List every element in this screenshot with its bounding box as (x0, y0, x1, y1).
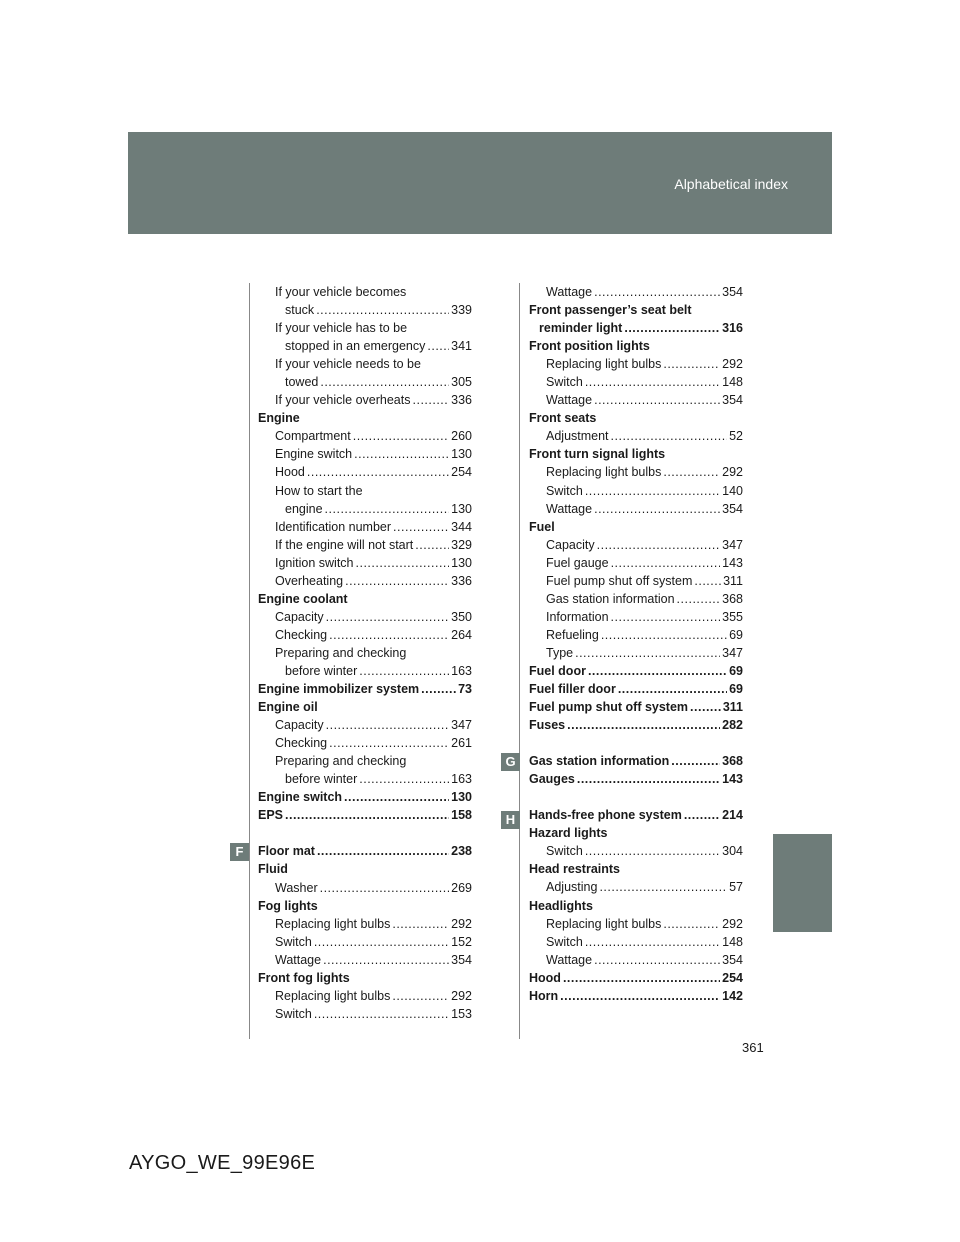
index-entry (258, 283, 472, 301)
index-entry (258, 463, 472, 481)
index-heading (529, 716, 743, 734)
leader-dots (413, 391, 450, 409)
index-page-number: 238 (451, 844, 472, 859)
index-heading (529, 337, 743, 355)
index-term: Capacity (546, 537, 595, 552)
index-term: Type (546, 645, 574, 660)
leader-dots (611, 608, 721, 626)
index-page-number: 163 (451, 772, 472, 787)
index-term: Identification number (275, 519, 392, 534)
index-term: Adjusting (546, 880, 598, 895)
index-entry (258, 482, 472, 500)
leader-dots (359, 770, 449, 788)
leader-dots (577, 770, 720, 788)
index-heading (529, 824, 743, 842)
leader-dots (359, 662, 449, 680)
index-entry (529, 319, 743, 337)
index-term: Horn (529, 988, 559, 1003)
leader-dots (694, 572, 721, 590)
index-term: Fuel pump shut off system (529, 700, 689, 715)
index-page-number: 354 (722, 285, 743, 299)
index-term: Engine switch (258, 790, 343, 805)
leader-dots (663, 915, 720, 933)
index-page-number: 214 (722, 808, 743, 823)
section-side-tab (773, 834, 832, 932)
leader-dots (594, 283, 720, 301)
document-code: AYGO_WE_99E96E (129, 1152, 316, 1174)
index-entry (258, 301, 472, 319)
index-term: Overheating (275, 573, 344, 588)
index-page-number: 143 (722, 772, 743, 787)
index-page-number: 130 (451, 555, 472, 570)
index-page-number: 130 (451, 790, 472, 805)
index-term: Checking (275, 627, 328, 642)
index-page-number: 339 (451, 303, 472, 318)
leader-dots (354, 445, 449, 463)
index-entry (529, 283, 743, 301)
leader-dots (320, 879, 450, 897)
index-term: Adjustment (546, 429, 609, 444)
index-term: Washer (275, 880, 318, 895)
index-page-number: 292 (722, 357, 743, 372)
index-page-number: 355 (722, 609, 743, 624)
index-heading (529, 301, 743, 319)
index-page-number: 368 (722, 754, 743, 769)
leader-dots (684, 806, 720, 824)
leader-dots (317, 842, 449, 860)
index-entry (258, 391, 472, 409)
index-page-number: 148 (722, 375, 743, 390)
index-entry (258, 608, 472, 626)
leader-dots (575, 644, 720, 662)
index-page-number: 52 (729, 429, 743, 444)
index-heading (258, 806, 472, 824)
index-term: Fuel gauge (546, 555, 609, 570)
index-page-number: 304 (722, 844, 743, 859)
index-term: Switch (546, 844, 583, 859)
leader-dots (601, 626, 727, 644)
index-term: Replacing light bulbs (546, 465, 662, 480)
index-heading (258, 897, 472, 915)
leader-dots (663, 463, 720, 481)
index-page-number: 305 (451, 375, 472, 390)
index-term: Switch (546, 934, 583, 949)
index-term: Fuses (529, 718, 566, 733)
index-term: Engine coolant (258, 591, 348, 606)
index-page-number: 354 (451, 952, 472, 967)
index-term: If the engine will not start (275, 537, 414, 552)
leader-dots (690, 698, 721, 716)
index-entry (258, 752, 472, 770)
leader-dots (392, 987, 449, 1005)
index-heading (258, 842, 472, 860)
index-entry (258, 445, 472, 463)
index-entry (529, 915, 743, 933)
index-term: Replacing light bulbs (546, 916, 662, 931)
index-page-number: 347 (722, 537, 743, 552)
index-page-number: 153 (451, 1006, 472, 1021)
index-term: Hood (529, 970, 561, 985)
index-entry (529, 626, 743, 644)
index-term: Engine immobilizer system (258, 682, 420, 697)
letter-marker-g: G (501, 753, 520, 771)
page-number: 361 (742, 1040, 764, 1055)
index-page-number: 354 (722, 501, 743, 516)
index-column-right (529, 283, 743, 1005)
index-term: Replacing light bulbs (275, 916, 391, 931)
index-term: Replacing light bulbs (275, 988, 391, 1003)
index-entry (529, 463, 743, 481)
index-term: Checking (275, 736, 328, 751)
index-term: Wattage (546, 393, 593, 408)
index-entry (258, 355, 472, 373)
index-page-number: 350 (451, 609, 472, 624)
index-term: Wattage (546, 501, 593, 516)
index-term: How to start the (275, 483, 363, 498)
index-page-number: 329 (451, 537, 472, 552)
index-term: Engine oil (258, 700, 318, 715)
index-term: Front fog lights (258, 970, 350, 985)
index-entry (529, 536, 743, 554)
index-term: Ignition switch (275, 555, 354, 570)
index-page-number: 269 (451, 880, 472, 895)
index-page-number: 316 (722, 321, 743, 336)
leader-dots (393, 518, 449, 536)
index-term: Fluid (258, 862, 288, 877)
index-heading (529, 409, 743, 427)
index-term: Gas station information (529, 754, 670, 769)
index-page-number: 158 (451, 808, 472, 823)
index-term: Switch (546, 375, 583, 390)
index-term: Fuel filler door (529, 682, 616, 697)
index-heading (529, 987, 743, 1005)
index-heading (529, 518, 743, 536)
index-heading (529, 806, 743, 824)
index-page-number: 163 (451, 663, 472, 678)
index-entry (529, 500, 743, 518)
leader-dots (585, 373, 720, 391)
index-entry (529, 933, 743, 951)
index-term: before winter (285, 772, 358, 787)
index-term: Switch (275, 1006, 312, 1021)
leader-dots (344, 788, 449, 806)
index-heading (529, 897, 743, 915)
leader-dots (329, 734, 449, 752)
index-term: stuck (285, 303, 315, 318)
leader-dots (663, 355, 720, 373)
leader-dots (353, 427, 449, 445)
index-term: Preparing and checking (275, 645, 407, 660)
index-entry (258, 915, 472, 933)
index-heading (529, 752, 743, 770)
index-page-number: 254 (451, 465, 472, 480)
index-page-number: 69 (729, 682, 743, 697)
index-page-number: 292 (451, 988, 472, 1003)
header-band (128, 132, 832, 234)
letter-marker-h: H (501, 811, 520, 829)
index-page-number: 143 (722, 555, 743, 570)
index-page-number: 292 (722, 465, 743, 480)
index-term: Capacity (275, 609, 324, 624)
index-term: Front position lights (529, 339, 650, 354)
index-page-number: 152 (451, 934, 472, 949)
leader-dots (671, 752, 720, 770)
index-heading (258, 969, 472, 987)
index-term: Wattage (546, 285, 593, 299)
leader-dots (618, 680, 727, 698)
index-heading (529, 698, 743, 716)
index-entry (258, 500, 472, 518)
index-heading (258, 680, 472, 698)
leader-dots (563, 969, 720, 987)
index-page-number: 311 (722, 700, 743, 715)
index-page-number: 347 (451, 718, 472, 733)
index-heading (258, 860, 472, 878)
leader-dots (325, 500, 450, 518)
index-page-number: 368 (722, 591, 743, 606)
index-page-number: 341 (451, 339, 472, 354)
index-page-number: 254 (722, 970, 743, 985)
leader-dots (392, 915, 449, 933)
index-term: Fuel (529, 519, 555, 534)
leader-dots (585, 482, 720, 500)
index-entry (529, 482, 743, 500)
index-term: Wattage (546, 952, 593, 967)
index-heading (529, 680, 743, 698)
index-page-number: 354 (722, 952, 743, 967)
index-term: Headlights (529, 898, 593, 913)
index-page-number: 57 (729, 880, 743, 895)
index-term: Gauges (529, 772, 575, 787)
index-term: If your vehicle needs to be (275, 357, 421, 372)
index-term: If your vehicle overheats (275, 393, 411, 408)
leader-dots (597, 536, 721, 554)
index-page-number: 336 (451, 393, 472, 408)
index-page-number: 344 (451, 519, 472, 534)
leader-dots (594, 951, 720, 969)
index-term: Information (546, 609, 609, 624)
leader-dots (427, 337, 449, 355)
index-page-number: 69 (729, 663, 743, 678)
leader-dots (567, 716, 720, 734)
index-heading (258, 590, 472, 608)
index-term: Head restraints (529, 862, 621, 877)
index-page-number: 354 (722, 393, 743, 408)
index-heading (258, 788, 472, 806)
index-term: Hazard lights (529, 826, 608, 841)
index-page-number: 264 (451, 627, 472, 642)
index-page-number: 142 (722, 988, 743, 1003)
index-term: Gas station information (546, 591, 675, 606)
leader-dots (599, 878, 727, 896)
index-term: Front passenger’s seat belt (529, 303, 692, 318)
index-entry (529, 608, 743, 626)
index-entry (258, 518, 472, 536)
index-page-number: 292 (451, 916, 472, 931)
index-heading (258, 409, 472, 427)
index-page-number: 130 (451, 501, 472, 516)
leader-dots (316, 301, 449, 319)
index-entry (258, 644, 472, 662)
leader-dots (415, 536, 449, 554)
index-entry (258, 879, 472, 897)
letter-group-gap (529, 788, 743, 806)
index-term: Preparing and checking (275, 754, 407, 769)
index-term: Compartment (275, 429, 351, 444)
leader-dots (594, 391, 720, 409)
index-page-number: 311 (723, 573, 743, 588)
index-term: reminder light (539, 321, 623, 336)
index-page-number: 347 (722, 645, 743, 660)
index-entry (529, 554, 743, 572)
index-entry (258, 1005, 472, 1023)
letter-group-gap (258, 824, 472, 842)
index-entry (258, 319, 472, 337)
index-page-number: 130 (451, 447, 472, 462)
index-entry (529, 878, 743, 896)
index-term: Hood (275, 465, 305, 480)
index-entry (258, 770, 472, 788)
index-term: Floor mat (258, 844, 315, 859)
leader-dots (345, 572, 449, 590)
index-entry (258, 716, 472, 734)
index-term: Fuel pump shut off system (546, 573, 693, 588)
index-term: Switch (546, 483, 583, 498)
column-divider-left (249, 283, 250, 1039)
index-entry (529, 951, 743, 969)
index-entry (529, 391, 743, 409)
index-term: Engine switch (275, 447, 353, 462)
leader-dots (677, 590, 721, 608)
index-page-number: 73 (458, 682, 472, 697)
index-term: Engine (258, 411, 300, 426)
index-page-number: 148 (722, 934, 743, 949)
index-page-number: 261 (451, 736, 472, 751)
index-entry (258, 987, 472, 1005)
index-term: Front turn signal lights (529, 447, 666, 462)
leader-dots (585, 933, 720, 951)
index-page-number: 336 (451, 573, 472, 588)
leader-dots (585, 842, 720, 860)
index-entry (529, 572, 743, 590)
index-entry (258, 951, 472, 969)
leader-dots (560, 987, 720, 1005)
index-page-number: 282 (722, 718, 743, 733)
index-term: Fog lights (258, 898, 318, 913)
index-entry (529, 644, 743, 662)
index-term: Front seats (529, 411, 597, 426)
index-entry (529, 373, 743, 391)
index-term: Hands-free phone system (529, 808, 682, 823)
index-term: Replacing light bulbs (546, 357, 662, 372)
index-heading (258, 698, 472, 716)
index-entry (258, 373, 472, 391)
index-term: towed (285, 375, 319, 390)
index-term: If your vehicle has to be (275, 321, 408, 336)
index-page-number: 260 (451, 429, 472, 444)
index-entry (258, 933, 472, 951)
index-term: before winter (285, 663, 358, 678)
leader-dots (329, 626, 449, 644)
leader-dots (323, 951, 449, 969)
index-term: Wattage (275, 952, 322, 967)
leader-dots (356, 554, 450, 572)
index-entry (258, 536, 472, 554)
index-entry (258, 626, 472, 644)
index-entry (258, 427, 472, 445)
index-heading (529, 445, 743, 463)
leader-dots (307, 463, 449, 481)
index-column-left (258, 283, 472, 1023)
index-heading (529, 860, 743, 878)
index-heading (529, 969, 743, 987)
letter-marker-f: F (230, 843, 249, 861)
index-heading (529, 662, 743, 680)
letter-group-gap (529, 734, 743, 752)
leader-dots (594, 500, 720, 518)
index-term: Fuel door (529, 663, 586, 678)
leader-dots (611, 427, 728, 445)
index-term: If your vehicle becomes (275, 285, 407, 299)
leader-dots (314, 1005, 449, 1023)
index-page-number: 140 (722, 483, 743, 498)
leader-dots (285, 806, 449, 824)
leader-dots (326, 608, 450, 626)
index-term: EPS (258, 808, 284, 823)
leader-dots (421, 680, 456, 698)
column-divider-right (519, 283, 520, 1039)
leader-dots (611, 554, 721, 572)
index-term: Switch (275, 934, 312, 949)
index-term: Capacity (275, 718, 324, 733)
index-term: engine (285, 501, 323, 516)
index-entry (258, 554, 472, 572)
index-term: stopped in an emergency (285, 339, 426, 354)
section-title: Alphabetical index (674, 176, 788, 192)
index-entry (529, 842, 743, 860)
index-page-number: 69 (729, 627, 743, 642)
index-entry (258, 662, 472, 680)
index-entry (258, 572, 472, 590)
index-entry (529, 355, 743, 373)
leader-dots (320, 373, 449, 391)
index-entry (529, 427, 743, 445)
index-entry (258, 337, 472, 355)
index-term: Refueling (546, 627, 599, 642)
index-entry (258, 734, 472, 752)
leader-dots (314, 933, 449, 951)
leader-dots (624, 319, 720, 337)
index-page-number: 292 (722, 916, 743, 931)
leader-dots (588, 662, 727, 680)
index-entry (529, 590, 743, 608)
index-heading (529, 770, 743, 788)
leader-dots (326, 716, 450, 734)
